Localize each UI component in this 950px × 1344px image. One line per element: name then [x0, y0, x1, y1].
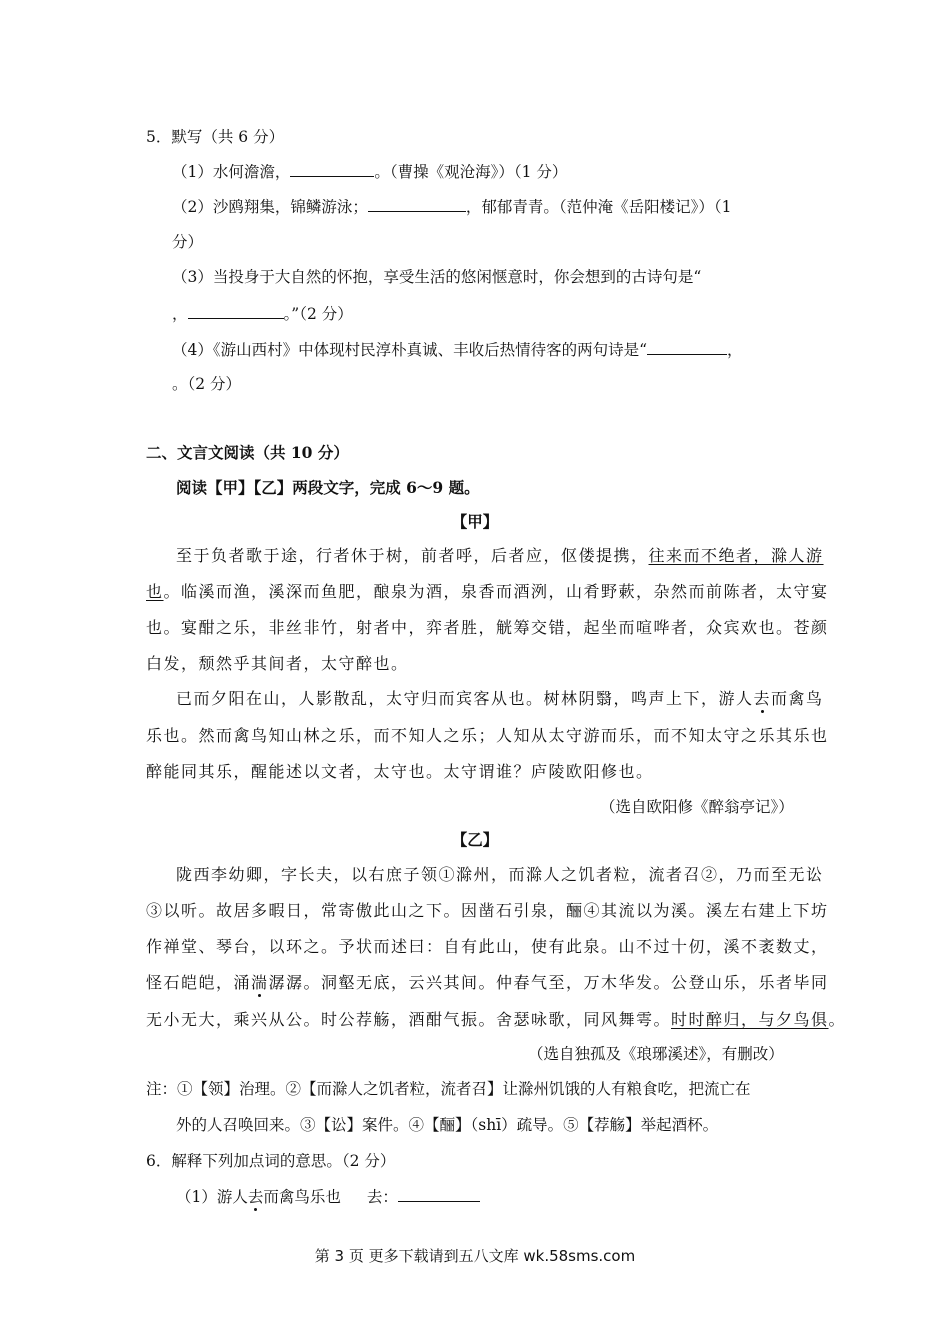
q5-item-2-source: ，郁郁青青。（范仲淹《岳阳楼记》）（1: [465, 198, 732, 216]
yi-underlined-sentence: 时时醉归，与夕鸟俱: [671, 1010, 829, 1029]
jia-para2-line1: [176, 688, 824, 710]
yi-text: 潺潺。洞壑无底，云兴其间。仲春气至，万木华发。公登山乐，乐者毕同: [268, 973, 829, 992]
q5-item-3-points: 。”（2 分）: [283, 305, 353, 323]
yi-text: 。: [828, 1010, 847, 1029]
q5-item-1-text: （1）水何澹澹，: [172, 163, 291, 181]
section-2-instruction: 阅读【甲】【乙】两段文字，完成 6～9 题。: [176, 478, 480, 497]
q5-item-4-text: （4）《游山西村》中体现村民淳朴真诚、丰收后热情待客的两句诗是“: [172, 341, 648, 359]
yi-text: 怪石皑皑，涌: [146, 973, 252, 992]
q5-item-4-points: 。（2 分）: [172, 375, 242, 393]
q5-item-1-source: 。（曹操《观沧海》）（1 分）: [374, 163, 568, 181]
q5-item-1-blank[interactable]: [290, 160, 374, 177]
jia-text: 至于负者歌于途，行者休于树，前者呼，后者应，伛偻提携，: [176, 546, 649, 565]
yi-line5: [146, 1009, 846, 1031]
q5-item-3-blank[interactable]: [188, 302, 284, 319]
jia-para1-line4: 白发，颓然乎其间者，太守醉也。: [146, 654, 409, 673]
section-2-title: 二、文言文阅读（共 10 分）: [146, 443, 349, 462]
q5-item-2-points: 分）: [172, 233, 204, 251]
q5-item-1: [172, 160, 567, 183]
jia-heading: 【甲】: [451, 512, 499, 531]
q5-item-3-comma: ，: [172, 305, 188, 323]
jia-para2-line3: 醉能同其乐，醒能述以文者，太守也。太守谓谁？庐陵欧阳修也。: [146, 762, 654, 781]
q6-item-1-text: 而禽鸟乐也: [263, 1188, 341, 1206]
q5-item-3: （3）当投身于大自然的怀抱，享受生活的悠闲惬意时，你会想到的古诗句是“: [172, 268, 702, 286]
yi-line2: ③以听。故居多暇日，常寄傲此山之下。因凿石引泉，酾④其流以为溪。溪左右建上下坊: [146, 901, 829, 920]
dotted-word-qu: 去: [247, 1188, 264, 1206]
q6-item-1-blank[interactable]: [398, 1185, 480, 1202]
jia-para2-line2: 乐也。然而禽鸟知山林之乐，而不知人之乐；人知从太守游而乐，而不知太守之乐其乐也: [146, 726, 829, 745]
notes-line1: 注：①【领】治理。②【而滁人之饥者粒，流者召】让滁州饥饿的人有粮食吃，把流亡在: [146, 1080, 751, 1098]
q5-title: 5．默写（共 6 分）: [146, 128, 285, 146]
jia-source: （选自欧阳修《醉翁亭记》）: [600, 798, 794, 816]
jia-text: 已而夕阳在山，人影散乱，太守归而宾客从也。树林阴翳，鸣声上下，游人: [176, 689, 754, 708]
q6-item-1: [176, 1185, 480, 1208]
q5-item-2-text: （2）沙鸥翔集，锦鳞游泳；: [172, 198, 368, 216]
q6-item-1-label: 去：: [366, 1188, 398, 1206]
dotted-word-tuan: 湍: [251, 973, 269, 992]
q6-item-1-text: （1）游人: [176, 1188, 248, 1206]
yi-line3: 作禅堂、琴台，以环之。予状而述曰：自有此山，使有此泉。山不过十仞，溪不袤数丈，: [146, 937, 829, 956]
notes-line2: 外的人召唤回来。③【讼】案件。④【酾】（shī）疏导。⑤【荐觞】举起酒杯。: [176, 1116, 719, 1134]
yi-source: （选自独孤及《琅琊溪述》，有删改）: [528, 1045, 784, 1063]
q5-item-4-comma: ，: [727, 341, 743, 359]
jia-para1-line2: [146, 581, 829, 603]
jia-para1-line1: [176, 545, 824, 567]
q5-item-3-answer: [172, 302, 353, 325]
jia-para1-line3: 也。宴酣之乐，非丝非竹，射者中，弈者胜，觥筹交错，起坐而喧哗者，众宾欢也。苍颜: [146, 618, 829, 637]
q5-item-2-blank[interactable]: [368, 195, 466, 212]
page-footer: 第 3 页 更多下载请到五八文库 wk.58sms.com: [314, 1247, 636, 1265]
q5-item-2: [172, 195, 732, 218]
yi-line1: 陇西李幼卿，字长夫，以右庶子领①滁州，而滁人之饥者粒，流者召②，乃而至无讼: [176, 865, 824, 884]
yi-line4: [146, 972, 829, 994]
q5-item-4-blank[interactable]: [647, 338, 727, 355]
jia-underlined-sentence: 往来而不绝者，滁人游: [648, 546, 824, 565]
jia-text: 。临溪而渔，溪深而鱼肥，酿泉为酒，泉香而酒洌，山肴野蔌，杂然而前陈者，太守宴: [163, 582, 829, 601]
yi-text: 无小无大，乘兴从公。时公荐觞，酒酣气振。舍瑟咏歌，同风舞雩。: [146, 1010, 672, 1029]
jia-underlined-sentence-end: 也: [146, 582, 164, 601]
q6-title: 6．解释下列加点词的意思。（2 分）: [146, 1152, 396, 1170]
dotted-word-qu: 去: [753, 689, 772, 708]
yi-heading: 【乙】: [451, 830, 499, 849]
q5-item-4: [172, 338, 743, 361]
jia-text: 而禽鸟: [771, 689, 824, 708]
